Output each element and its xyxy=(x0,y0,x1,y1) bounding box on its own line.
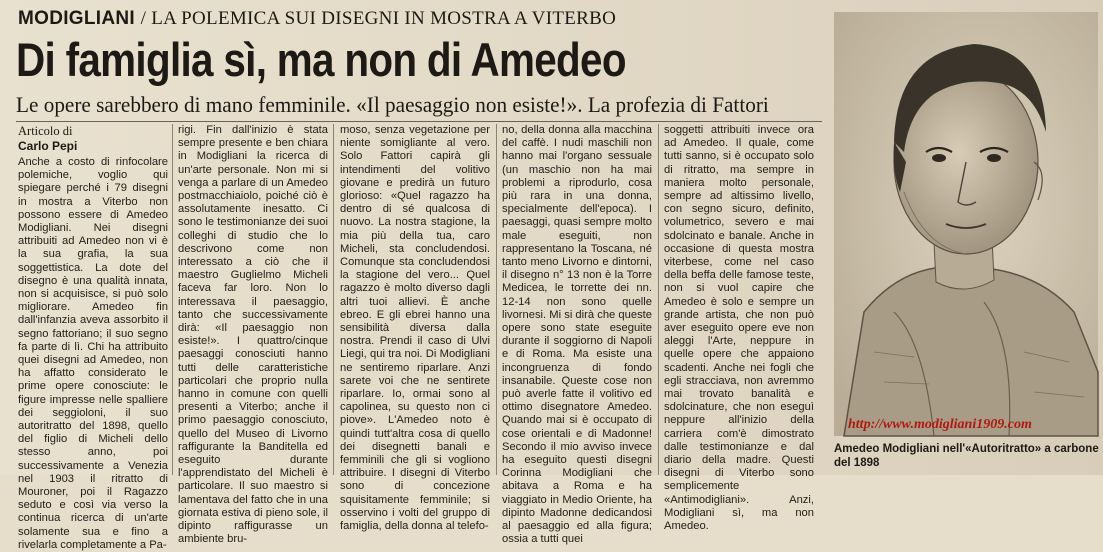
photo-caption: Amedeo Modigliani nell'«Autoritratto» a carbone del 1898 xyxy=(834,443,1099,469)
portrait-photo xyxy=(834,12,1098,436)
byline-label: Articolo di xyxy=(18,124,73,138)
headline: Di famiglia sì, ma non di Amedeo xyxy=(16,33,626,86)
article-column-4: no, della donna alla macchina del caffè. I nudi maschili non hanno mai l'organo sessuale (un maschio non ha mai problemi a riprodurlo, cosa più rara in una donna, specialmente dell'epoca). I paesaggi, quasi sempre molto male eseguiti, non rappresentano la Toscana, né tanto meno Livorno e dintorni, il disegno n° 13 non è la Torre Medicea, le torrette dei nn. 12-14 non sono quelle livornesi. Mi si dirà che queste opere sono state eseguite durante il soggiorno di Napoli e di Roma. Ma esiste una incongruenza di fondo insanabile. Queste cose non può averle fatte il volitivo ed ottimo disegnatore Amedeo. Quando mai si è occupato di cose orientali e di Madonne! Secondo il mio avviso invece ha eseguito questi disegni Corinna Modigliani che abitava a Roma e ha viaggiato in Medio Oriente, ha dipinto Madonne dedicandosi al paesaggio ed alla figura; ossia a tutti quei xyxy=(502,124,652,546)
byline-author: Carlo Pepi xyxy=(18,139,78,153)
column-separator xyxy=(496,124,497,475)
source-url-watermark: http://www.modigliani1909.com xyxy=(848,417,1032,432)
article-column-2: rigi. Fin dall'inizio è stata sempre presente e ben chiara in Modigliani la ricerca di un'arte personale. Non mi si venga a parlare di un Amedeo postmacchiaiolo, poiché ciò è assolutamente inesatto. Ci sono le testimonianze dei suoi colleghi di studio che lo descrivono come non interessato a ciò che il maestro Guglielmo Micheli faceva far loro. Non lo interessava il paesaggio, tanto che successivamente dirà: «Il paesaggio non esiste!». I quattro/cinque paesaggi conosciuti hanno tutti delle caratteristiche particolari che proprio nulla hanno in comune con quelli presenti a Viterbo; anche il primo paesaggio conosciuto, quello del Museo di Livorno raffigurante la Banditella ed eseguito durante l'apprendistato del Micheli è particolare. Il suo maestro si lamentava del fatto che in una giornata estiva di pieno sole, il dipinto raffigurasse un ambiente bru- xyxy=(178,124,328,546)
column-separator xyxy=(658,124,659,475)
kicker-topic: / LA POLEMICA SUI DISEGNI IN MOSTRA A VITERBO xyxy=(140,8,617,29)
divider-rule xyxy=(16,121,822,122)
article-column-1: Anche a costo di rinfocolare polemiche, voglio qui spiegare perché i 79 disegni in mostra a Viterbo non possono essere di Amedeo Modigliani. Nei disegni attribuiti ad Amedeo non vi è la sua grafia, la sua soggettistica. La dote del disegno è una qualità innata, non si acquisisce, si può solo migliorare. Amedeo fin dall'infanzia aveva assorbito il segno fattoriano; il suo segno fa parte di lì. Chi ha attribuito quei disegni ad Amedeo, non ha affatto considerato le prime opere conosciute: le figure impresse nelle spalliere dei seggioloni, il suo autoritratto del 1898, quello del figlio di Micheli dello stesso anno, poi successivamente a Venezia nel 1903 il ritratto di Mouroner, poi il Ragazzo seduto e così via verso la continua ricerca di un'arte solamente sua e fino a rivelarla completamente a Pa- xyxy=(18,156,168,551)
kicker xyxy=(18,8,616,30)
deck-subheadline: Le opere sarebbero di mano femminile. «Il paesaggio non esiste!». La profezia di Fattori xyxy=(16,92,769,117)
column-separator xyxy=(333,124,334,475)
kicker-section: MODIGLIANI xyxy=(18,8,135,29)
article-column-3: moso, senza vegetazione per niente somigliante al vero. Solo Fattori capirà gli intendimenti del volitivo giovane e predirà un futuro glorioso: «Quel ragazzo ha dentro di sé qualcosa di nuovo. La nostra stagione, la mia più della tua, caro Micheli, sta concludendosi. Comunque sta concludendosi la stagione del vero... Quel ragazzo è molto diverso dagli altri tuoi allievi. È anche ebreo. E gli ebrei hanno una sensibilità diversa dalla nostra. Prendi il caso di Ulvi Liegi, qui tra noi. Di Modigliani ne sentiremo riparlare. Anzi sarete voi che ne sentirete riparlare. Io, ormai sono al capolinea, su questo non ci piove». L'Amedeo noto è quindi tutt'altra cosa di quello dei disegnetti banali e femminili che gli si vogliono attribuire. I disegni di Viterbo sono di concezione squisitamente femminile; si osservino i volti del gruppo di famiglia, della donna al telefo- xyxy=(340,124,490,533)
column-separator xyxy=(172,124,173,475)
article-column-5: soggetti attribuiti invece ora ad Amedeo. Il quale, come tutti sanno, si è occupato solo di ritratto, ma sempre in maniera molto personale, sempre ad altissimo livello, con segno sicuro, definito, volumetrico, severo e mai sdolcinato e banale. Anche in occasione di questa mostra viterbese, come nel caso della beffa delle famose teste, non si vuol capire che Amedeo è solo e sempre un grande artista, che non può aver eseguito opere eve non aleggi l'Arte, neppure in quelle opere che appaiono scadenti. Anche nei fogli che egli stracciava, non avremmo mai trovato banalità e sdolcinature, che non eseguì neppure all'inizio della carriera com'è dimostrato dalle testimonianze e dal diario della madre. Questi disegni di Viterbo sono semplicemente «Antimodigliani». Anzi, Modigliani sì, ma non Amedeo. xyxy=(664,124,814,533)
portrait-sketch-image xyxy=(834,12,1098,436)
